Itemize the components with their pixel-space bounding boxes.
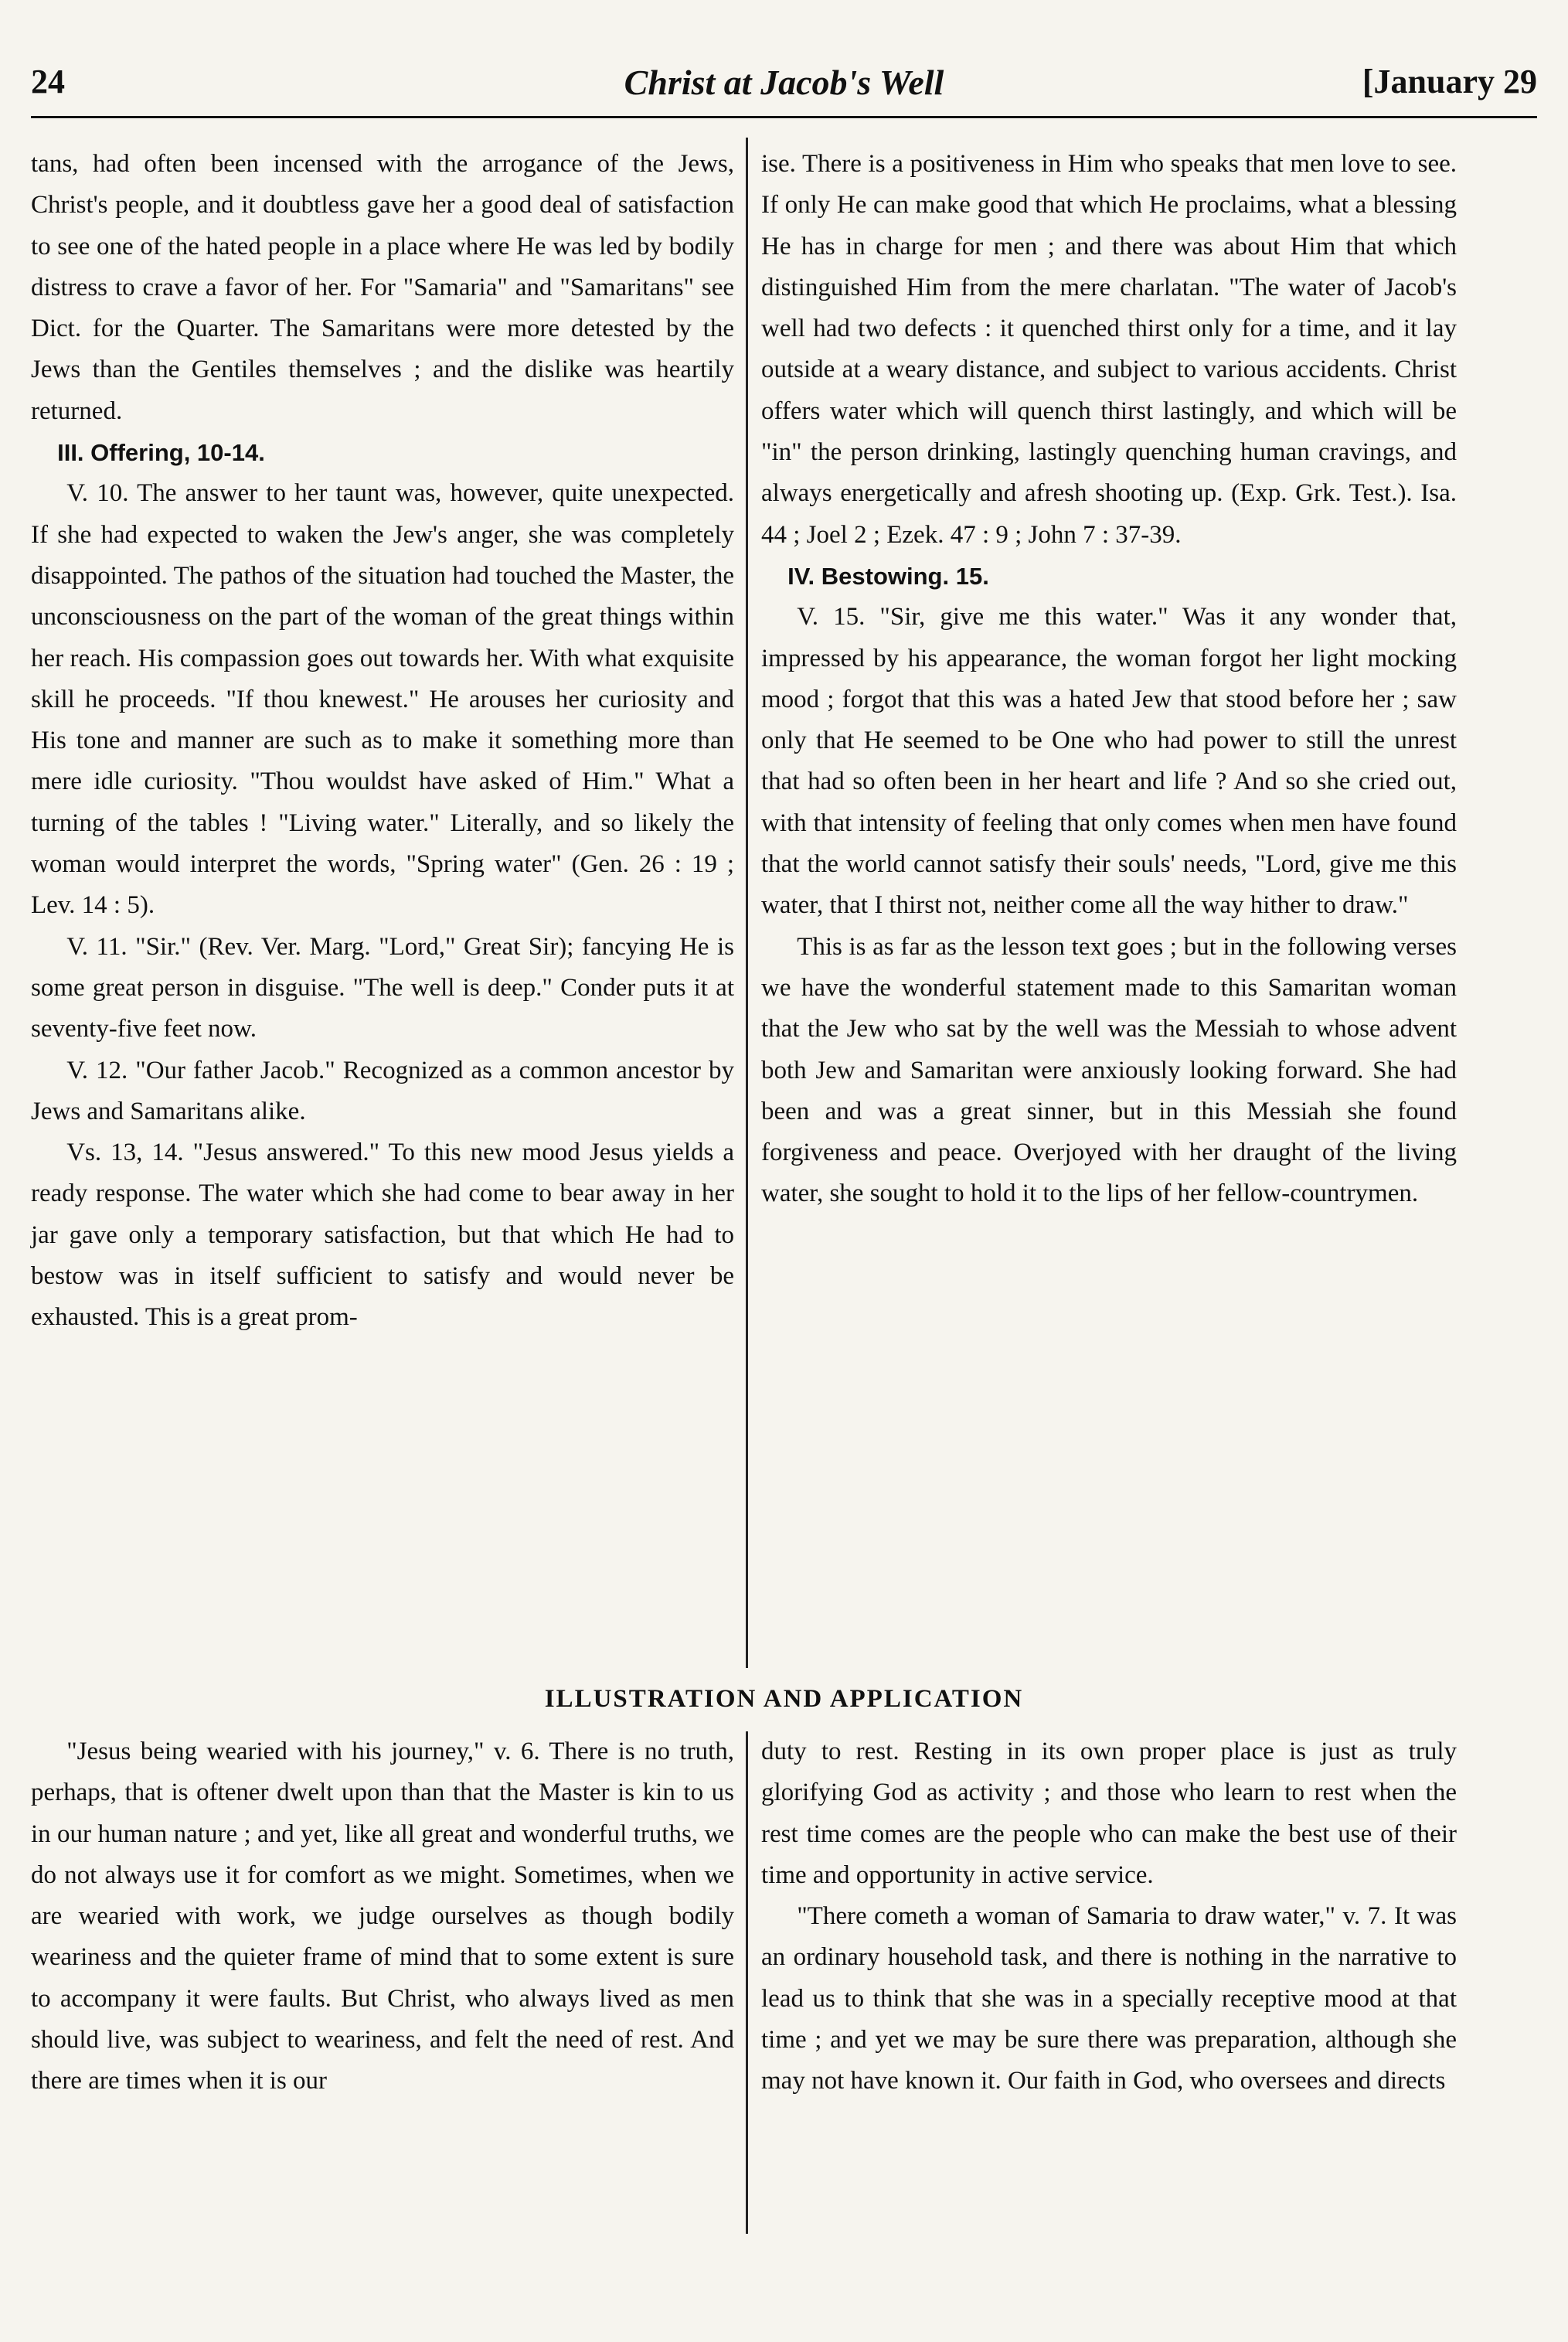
paragraph: tans, had often been incensed with the arrogance of the Jews, Christ's people, and it doubtless gave her a good deal of satisfaction to see one of the hated people in a place where He was led by bodily distress to crave a favor of her. For "Samaria" and "Samaritans" see Dict. for the Quarter. The Samaritans were more detested by the Jews than the Gentiles themselves ; and the dislike was heartily returned. (31, 150, 734, 425)
paragraph: V. 12. "Our father Jacob." Recognized as a common ancestor by Jews and Samaritans alike. (31, 1056, 734, 1125)
paragraph: V. 15. "Sir, give me this water." Was it any wonder that, impressed by his appearance, the woman forgot her light mocking mood ; forgot that this was a hated Jew that stood before her ; saw only that He seemed to be One who had power to still the unrest that had so often been in her heart and life ? And so she cried out, with that intensity of feeling that only comes when men have found that the world cannot satisfy their souls' needs, "Lord, give me this water, that I thirst not, neither come all the way hither to draw." (761, 603, 1457, 920)
top-left-column (31, 144, 734, 1665)
page-header (31, 62, 1537, 116)
paragraph: duty to rest. Resting in its own proper place is just as truly glorifying God as activity ; and those who learn to rest when the rest time comes are the people who can make the best use of their time and opportunity in active service. (761, 1738, 1457, 1889)
page-number: 24 (31, 63, 65, 100)
paragraph: V. 10. The answer to her taunt was, however, quite unexpected. If she had expected to waken the Jew's anger, she was completely disappointed. The pathos of the situation had touched the Master, the unconsciousness on the part of the woman of the great things within her reach. His compassion goes out towards her. With what exquisite skill he proceeds. "If thou knewest." He arouses her curiosity and His tone and manner are such as to make it something more than mere idle curiosity. "Thou wouldst have asked of Him." What a turning of the tables ! "Living water." Literally, and so likely the woman would interpret the words, "Spring water" (Gen. 26 : 19 ; Lev. 14 : 5). (31, 479, 734, 920)
subsection-heading: IV. Bestowing. 15. (787, 562, 989, 590)
column-divider-lower (746, 1731, 748, 2234)
bottom-left-column (31, 1731, 734, 2242)
paragraph: "Jesus being wearied with his journey," v. 6. There is no truth, perhaps, that is oftener dwelt upon than that the Master is kin to us in our human nature ; and yet, like all great and wonderful truths, we do not always use it for comfort as we might. Sometimes, when we are wearied with work, we judge ourselves as though bodily weariness and the quieter frame of mind that to some extent is sure to accompany it were faults. But Christ, who always lived as men should live, was subject to weariness, and felt the need of rest. And there are times when it is our (31, 1738, 734, 2095)
column-divider (746, 138, 748, 1668)
bottom-right-column (761, 1731, 1457, 2242)
top-right-column (761, 144, 1457, 1665)
subsection-heading: III. Offering, 10-14. (57, 439, 265, 467)
paragraph: "There cometh a woman of Samaria to draw water," v. 7. It was an ordinary household task, and there is nothing in the narrative to lead us to think that she was in a specially receptive mood at that time ; and yet we may be sure there was preparation, although she may not have known it. Our faith in God, who oversees and directs (761, 1902, 1457, 2095)
paragraph: This is as far as the lesson text goes ; but in the following verses we have the wonderful statement made to this Samaritan woman that the Jew who sat by the well was the Messiah to whose advent both Jew and Samaritan were anxiously looking forward. She had been and was a great sinner, but in this Messiah she found forgiveness and peace. Overjoyed with her draught of the living water, she sought to hold it to the lips of her fellow-countrymen. (761, 932, 1457, 1208)
paragraph: Vs. 13, 14. "Jesus answered." To this new mood Jesus yields a ready response. The water which she had come to bear away in her jar gave only a temporary satisfaction, but that which He had to bestow was in itself sufficient to satisfy and would never be exhausted. This is a great prom- (31, 1139, 734, 1332)
header-rule (31, 116, 1537, 118)
paragraph: V. 11. "Sir." (Rev. Ver. Marg. "Lord," Great Sir); fancying He is some great person in disguise. "The well is deep." Conder puts it at seventy-five feet now. (31, 932, 734, 1043)
running-title: Christ at Jacob's Well (624, 63, 944, 102)
section-heading: ILLUSTRATION AND APPLICATION (544, 1685, 1024, 1713)
paragraph: ise. There is a positiveness in Him who speaks that men love to see. If only He can make good that which He proclaims, what a blessing He has in charge for men ; and there was about Him that which distinguished Him from the mere charlatan. "The water of Jacob's well had two defects : it quenched thirst only for a time, and it lay outside at a weary distance, and subject to various accidents. Christ offers water which will quench thirst lastingly, and which will be "in" the person drinking, lastingly quenching human cravings, and always energetically and afresh shooting up. (Exp. Grk. Test.). Isa. 44 ; Joel 2 ; Ezek. 47 : 9 ; John 7 : 37-39. (761, 150, 1457, 549)
header-date: [January 29 (1362, 63, 1537, 100)
